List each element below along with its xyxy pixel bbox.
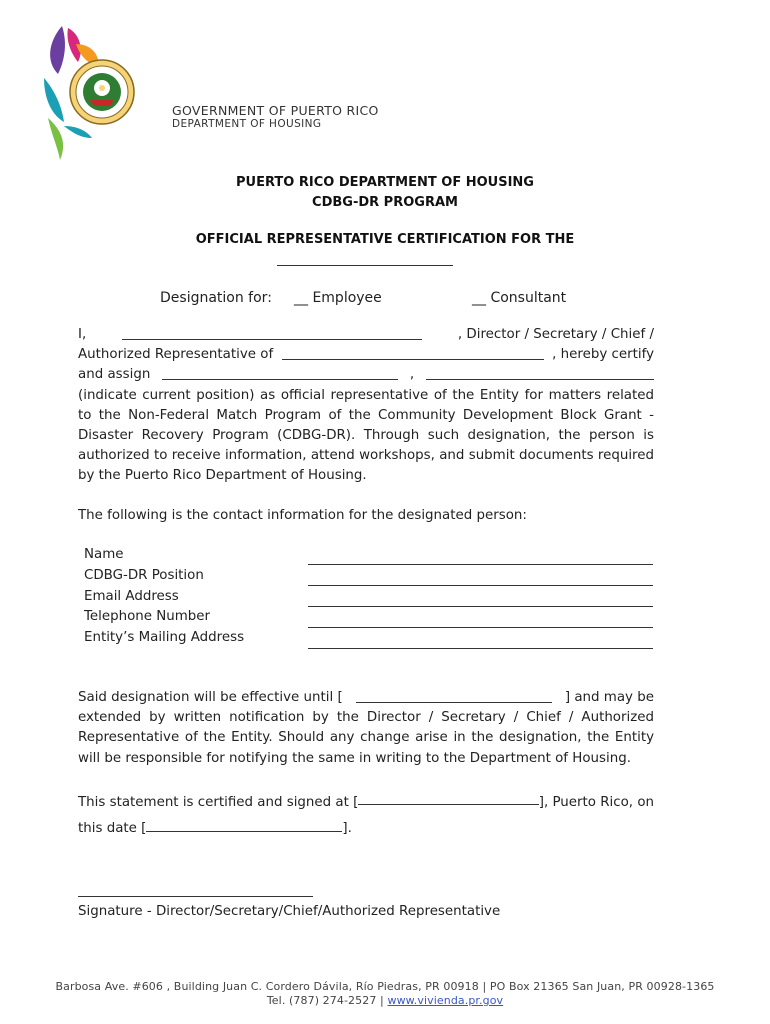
footer-contact xyxy=(0,994,770,1007)
puerto-rico-seal-icon xyxy=(40,22,180,162)
text-segment: , hereby certify xyxy=(552,347,654,363)
paragraph2-rest: extended by written notification by the Director / Secretary / Chief / Authorized Representative of the Entity. Should any change arise in the designation, the Entity will be responsible for notifying the same in writing to the Department of Housing. xyxy=(78,710,654,766)
text-segment: this date [ xyxy=(78,821,147,836)
footer-telephone: Tel. (787) 274-2527 | xyxy=(266,994,384,1007)
assignee-name-blank[interactable] xyxy=(162,365,398,380)
text-segment: Said designation will be effective until [ xyxy=(78,690,343,705)
employee-option[interactable]: __ Employee xyxy=(294,290,382,306)
effective-date-paragraph xyxy=(78,688,654,769)
signature-line[interactable] xyxy=(78,896,313,897)
entity-name-blank[interactable] xyxy=(282,345,544,360)
designation-label: Designation for: xyxy=(160,290,272,306)
signing-date-blank[interactable] xyxy=(146,817,342,832)
website-link[interactable]: www.vivienda.pr.gov xyxy=(387,994,504,1007)
text-segment: This statement is certified and signed at [ xyxy=(78,795,359,810)
field-label: Email Address xyxy=(84,588,179,604)
paragraph1-line2 xyxy=(78,345,654,365)
paragraph1-rest: (indicate current position) as official representative of the Entity for matters related to the Non-Federal Match Program of the Community Development Block Grant - Disaster Recovery Program (CDBG-DR). Through such designation, the person is authorized to receive information, attend workshops, and submit documents required by the Puerto Rico Department of Housing. xyxy=(78,387,654,484)
contact-row-email xyxy=(84,586,308,607)
signature-label: Signature - Director/Secretary/Chief/Authorized Representative xyxy=(78,904,501,919)
position-input-line[interactable] xyxy=(308,585,653,586)
effective-until-blank[interactable] xyxy=(356,688,552,703)
document-title-line2: CDBG-DR PROGRAM xyxy=(312,195,458,210)
field-label: Name xyxy=(84,547,124,563)
paragraph3-line1 xyxy=(78,790,654,816)
field-label: CDBG-DR Position xyxy=(84,567,204,583)
text-segment: ], Puerto Rico, on xyxy=(538,795,654,810)
contact-fields xyxy=(84,545,308,648)
footer-address: Barbosa Ave. #606 , Building Juan C. Cordero Dávila, Río Piedras, PR 00918 | PO Box 21365 San Juan, PR 00928-1365 xyxy=(55,980,715,993)
consultant-option[interactable]: __ Consultant xyxy=(472,290,567,306)
text-segment: Authorized Representative of xyxy=(78,347,274,363)
paragraph2-line1 xyxy=(78,688,654,708)
field-label: Telephone Number xyxy=(84,609,211,625)
field-label: Entity’s Mailing Address xyxy=(84,629,245,645)
contact-intro: The following is the contact information for the designated person: xyxy=(78,508,527,523)
text-segment: , xyxy=(409,367,415,383)
person-name-blank[interactable] xyxy=(122,325,422,340)
contact-row-mailing-address xyxy=(84,627,308,648)
certification-paragraph xyxy=(78,325,654,487)
title-blank-field[interactable] xyxy=(277,264,453,266)
logo-text xyxy=(172,104,379,130)
name-input-line[interactable] xyxy=(308,564,653,565)
department-name: DEPARTMENT OF HOUSING xyxy=(172,118,322,130)
email-input-line[interactable] xyxy=(308,606,653,607)
text-segment: ]. xyxy=(342,821,352,836)
paragraph1-line1 xyxy=(78,325,654,345)
contact-row-telephone xyxy=(84,607,308,628)
contact-row-position xyxy=(84,566,308,587)
government-name: GOVERNMENT OF PUERTO RICO xyxy=(172,103,379,118)
telephone-input-line[interactable] xyxy=(308,627,653,628)
text-segment: I, xyxy=(78,327,87,342)
signing-place-blank[interactable] xyxy=(358,790,538,805)
mailing-address-input-line[interactable] xyxy=(308,648,653,649)
text-segment: , Director / Secretary / Chief / xyxy=(457,327,654,342)
text-segment: ] and may be xyxy=(564,690,654,705)
assignee-position-blank[interactable] xyxy=(426,365,654,380)
paragraph3-line2 xyxy=(78,816,654,842)
document-title-line1: PUERTO RICO DEPARTMENT OF HOUSING xyxy=(236,175,534,190)
text-segment: and assign xyxy=(78,367,151,383)
signing-statement xyxy=(78,790,654,842)
contact-row-name xyxy=(84,545,308,566)
department-logo xyxy=(40,22,379,162)
certification-title: OFFICIAL REPRESENTATIVE CERTIFICATION FOR THE xyxy=(195,232,575,247)
paragraph1-line3 xyxy=(78,365,654,385)
